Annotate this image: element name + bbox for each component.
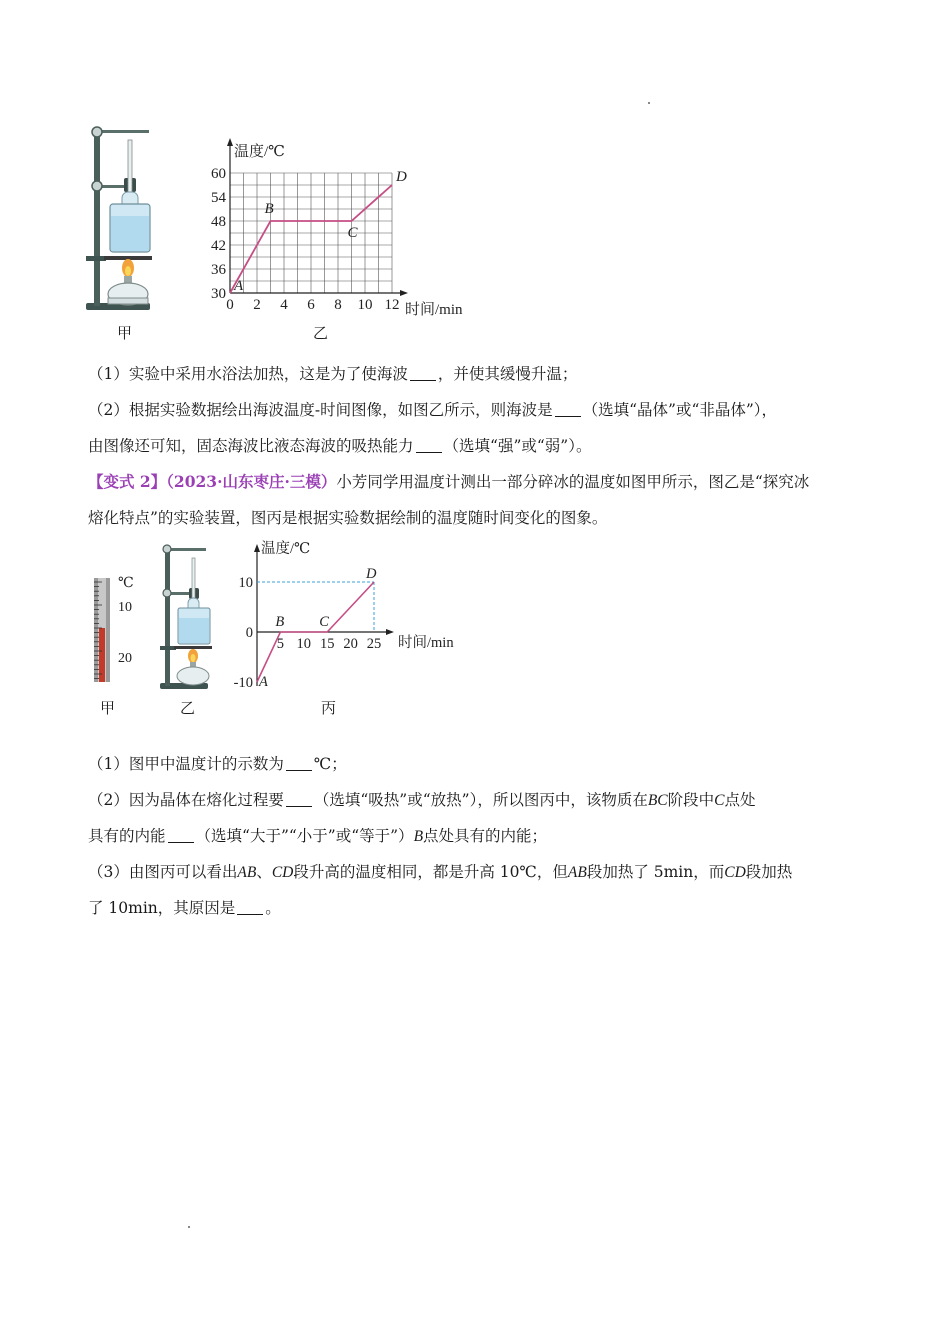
chart1-x-tick-label: 6 bbox=[307, 297, 315, 313]
figure1-caption-jia: 甲 bbox=[117, 324, 133, 342]
figure2-caption-jia: 甲 bbox=[100, 699, 116, 717]
chart1-y-tick-label: 30 bbox=[211, 286, 226, 302]
chart1-x-tick-label: 12 bbox=[384, 297, 400, 313]
chart2-point-label: C bbox=[319, 614, 329, 630]
chart2-x-tick-label: 10 bbox=[296, 636, 312, 652]
chart1-y-axis-arrow bbox=[227, 138, 233, 146]
chart2-point-label: A bbox=[259, 674, 268, 690]
question1-part2-cont: 由图像还可知，固态海波比液态海波的吸热能力 （选填“强”或“弱”）。 bbox=[88, 437, 592, 455]
chart2-x-tick-label: 5 bbox=[276, 636, 285, 652]
chart1-point-label: A bbox=[234, 278, 244, 294]
question2-part2: （2）因为晶体在熔化过程要 （选填“吸热”或“放热”），所以图丙中，该物质在BC阶段中C点处 bbox=[88, 791, 756, 809]
chart2-y-tick-label: 10 bbox=[238, 575, 253, 591]
chart1-point-label: B bbox=[264, 201, 274, 217]
chart1-point-label: D bbox=[396, 169, 407, 185]
chart1-x-tick-label: 10 bbox=[357, 297, 373, 313]
figure2-caption-bing: 丙 bbox=[321, 699, 337, 717]
chart2-y-axis-arrow bbox=[254, 544, 260, 552]
chart2-x-axis-arrow bbox=[386, 629, 394, 635]
chart1-y-tick-label: 36 bbox=[211, 262, 226, 278]
chart2-y-tick-label: 0 bbox=[245, 625, 253, 641]
chart2-x-axis-label: 时间/min bbox=[398, 635, 454, 651]
chart2-point-label: B bbox=[275, 614, 285, 630]
chart1-x-tick-label: 8 bbox=[334, 297, 342, 313]
chart1-y-tick-label: 48 bbox=[211, 214, 226, 230]
question2-part3-cont: 了 10min，其原因是 。 bbox=[88, 899, 281, 917]
question2-part1: （1）图甲中温度计的示数为 ℃； bbox=[88, 755, 347, 773]
variant2-intro-cont: 熔化特点”的实验装置，图丙是根据实验数据绘制的温度随时间变化的图象。 bbox=[88, 509, 608, 527]
stray-dot bbox=[188, 1226, 190, 1228]
figure2-caption-yi: 乙 bbox=[180, 699, 196, 717]
chart2-y-tick-label: -10 bbox=[233, 675, 253, 691]
chart2-x-tick-label: 20 bbox=[343, 636, 358, 652]
heating-apparatus-figure-1 bbox=[84, 122, 164, 314]
chart1-y-tick-label: 54 bbox=[211, 190, 226, 206]
answer-blank[interactable] bbox=[286, 755, 312, 772]
melting-curve-chart-2 bbox=[228, 534, 468, 694]
chart2-y-axis-label: 温度/℃ bbox=[261, 541, 311, 557]
answer-blank[interactable] bbox=[168, 827, 194, 844]
chart1-y-axis-label: 温度/℃ bbox=[234, 144, 285, 160]
chart1-x-tick-label: 2 bbox=[253, 297, 261, 313]
chart2-x-tick-label: 15 bbox=[319, 636, 335, 652]
question1-part2: （2）根据实验数据绘出海波温度-时间图像，如图乙所示，则海波是 （选填“晶体”或“非晶体”）， bbox=[88, 401, 778, 419]
figure1-caption-yi: 乙 bbox=[313, 324, 329, 342]
chart1-x-tick-label: 4 bbox=[280, 297, 288, 313]
answer-blank[interactable] bbox=[410, 365, 436, 382]
heating-apparatus-figure-2 bbox=[158, 542, 218, 692]
chart1-x-axis-label: 时间/min bbox=[405, 302, 463, 318]
chart1-x-tick-label: 0 bbox=[226, 297, 234, 313]
thermometer-label-20: 20 bbox=[118, 651, 132, 666]
answer-blank[interactable] bbox=[237, 899, 263, 916]
answer-blank[interactable] bbox=[286, 791, 312, 808]
melting-curve-chart-1 bbox=[196, 130, 486, 326]
chart2-point-label: D bbox=[366, 566, 377, 582]
answer-blank[interactable] bbox=[416, 437, 442, 454]
variant2-tag: 【变式 2】（2023·山东枣庄·三模） bbox=[88, 472, 337, 491]
question1-part1: （1）实验中采用水浴法加热，这是为了使海波 ，并使其缓慢升温； bbox=[88, 365, 578, 383]
thermometer-label-10: 10 bbox=[118, 600, 132, 615]
stray-dot bbox=[648, 102, 650, 104]
variant2-intro: 【变式 2】（2023·山东枣庄·三模）小芳同学用温度计测出一部分碎冰的温度如图甲所示，图乙是“探究冰 bbox=[88, 472, 810, 491]
chart1-y-tick-label: 60 bbox=[211, 166, 226, 182]
chart1-x-axis-arrow bbox=[400, 290, 408, 296]
answer-blank[interactable] bbox=[555, 401, 581, 418]
chart1-y-tick-label: 42 bbox=[211, 238, 226, 254]
question2-part3: （3）由图丙可以看出AB、CD段升高的温度相同，都是升高 10℃，但AB段加热了 5min，而CD段加热 bbox=[88, 863, 793, 881]
thermometer-unit: ℃ bbox=[118, 576, 134, 591]
chart2-x-tick-label: 25 bbox=[366, 636, 382, 652]
thermometer-figure bbox=[88, 572, 140, 684]
chart1-point-label: C bbox=[347, 225, 358, 241]
question2-part2-cont: 具有的内能 （选填“大于”“小于”或“等于”）B点处具有的内能； bbox=[88, 827, 548, 845]
